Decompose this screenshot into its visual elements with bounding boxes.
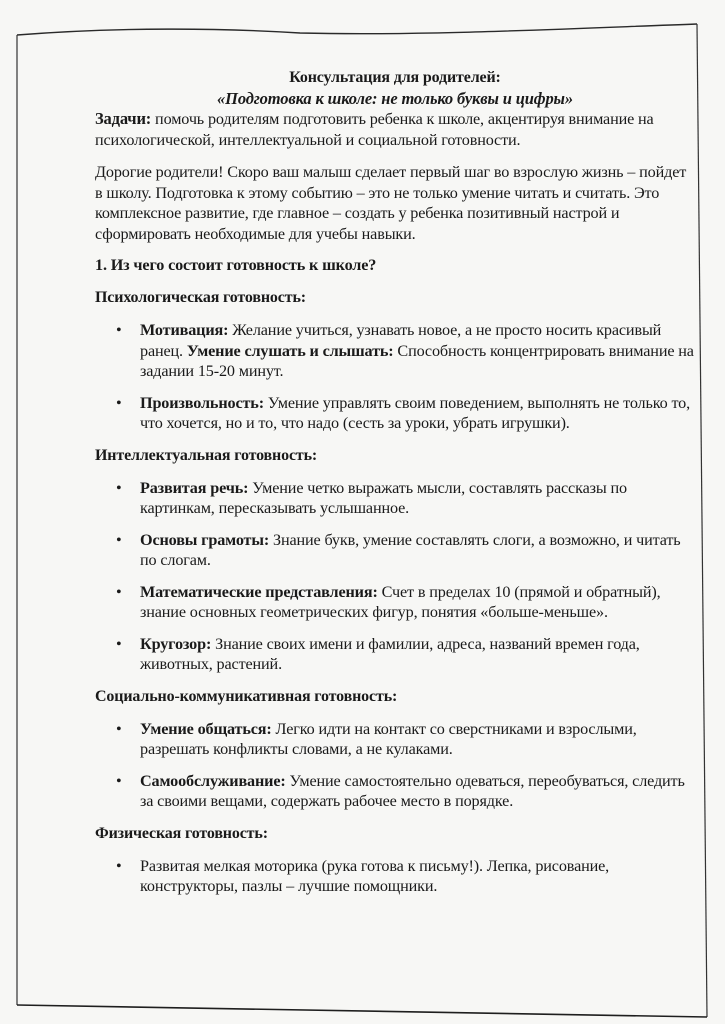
item-text: Умение самостоятельно одеваться, переобуваться, следить за своими вещами, содержать рабочее место в порядке. bbox=[140, 771, 685, 810]
frame-right-line bbox=[697, 24, 707, 1017]
item-text: Счет в пределах 10 (прямой и обратный), знание основных геометрических фигур, понятия «больше-меньше». bbox=[140, 582, 661, 621]
bullet-icon: • bbox=[116, 582, 122, 601]
subsection-heading-social: Социально-коммуникативная готовность: bbox=[95, 687, 398, 705]
subsection-heading-intellectual: Интеллектуальная готовность: bbox=[95, 446, 318, 464]
list-item bbox=[95, 530, 695, 571]
document-title bbox=[95, 68, 695, 109]
frame-bottom-line bbox=[17, 1005, 707, 1017]
item-label: Кругозор: bbox=[140, 634, 212, 653]
list-item bbox=[95, 582, 695, 623]
item-text: Умение четко выражать мысли, составлять рассказы по картинкам, пересказывать услышанное. bbox=[140, 478, 627, 517]
item-label: Основы грамоты: bbox=[140, 530, 270, 549]
list-item bbox=[95, 478, 695, 519]
item-label-2: Умение слушать и слышать: bbox=[186, 341, 394, 360]
item-label: Мотивация: bbox=[140, 321, 229, 339]
item-label: Умение общаться: bbox=[140, 719, 272, 738]
subsection-heading-physical: Физическая готовность: bbox=[95, 824, 268, 842]
tasks-paragraph bbox=[95, 109, 695, 150]
list-psychological bbox=[95, 320, 695, 434]
item-label: Самообслуживание: bbox=[140, 771, 286, 790]
title-line-2: «Подготовка к школе: не только буквы и цифры» bbox=[217, 88, 573, 108]
list-item bbox=[95, 856, 695, 897]
list-item bbox=[95, 320, 695, 382]
tasks-label: Задачи: bbox=[95, 109, 152, 128]
list-intellectual bbox=[95, 478, 695, 675]
item-text: Знание букв, умение составлять слоги, а возможно, и читать по слогам. bbox=[140, 530, 681, 569]
bullet-icon: • bbox=[116, 771, 122, 790]
list-physical bbox=[95, 856, 695, 897]
title-line-1: Консультация для родителей: bbox=[289, 69, 501, 86]
item-text: Умение управлять своим поведением, выполнять не только то, что хочется, но и то, что надо (сесть за уроки, убрать игрушки). bbox=[140, 393, 690, 432]
list-item bbox=[95, 393, 695, 434]
bullet-icon: • bbox=[116, 321, 122, 339]
intro-paragraph: Дорогие родители! Скоро ваш малыш сделает первый шаг во взрослую жизнь – пойдет в школу. Подготовка к этому событию – это не только умение читать и считать. Это комплексное развитие, где главное – создать у ребенка позитивный настрой и сформировать необходимые для учебы навыки. bbox=[95, 163, 687, 243]
item-text: Знание своих имени и фамилии, адреса, названий времен года, животных, растений. bbox=[140, 634, 640, 673]
frame-top-line bbox=[17, 24, 697, 35]
bullet-icon: • bbox=[116, 393, 122, 412]
tasks-text: помочь родителям подготовить ребенка к школе, акцентируя внимание на психологической, интеллектуальной и социальной готовности. bbox=[95, 110, 654, 149]
list-item bbox=[95, 634, 695, 675]
bullet-icon: • bbox=[116, 634, 122, 653]
item-label: Произвольность: bbox=[140, 393, 264, 412]
item-label: Развитая речь: bbox=[140, 478, 249, 497]
section-heading: 1. Из чего состоит готовность к школе? bbox=[95, 256, 377, 274]
item-label: Математические представления: bbox=[140, 582, 378, 601]
item-text: Желание учиться, узнавать новое, а не просто носить красивый ранец. bbox=[140, 321, 662, 360]
document-page bbox=[95, 68, 695, 897]
item-text: Развитая мелкая моторика (рука готова к письму!). Лепка, рисование, конструкторы, пазлы – лучшие помощники. bbox=[140, 856, 610, 895]
subsection-heading-psychological: Психологическая готовность: bbox=[95, 289, 306, 306]
bullet-icon: • bbox=[116, 856, 122, 875]
bullet-icon: • bbox=[116, 530, 122, 549]
list-item bbox=[95, 771, 695, 812]
bullet-icon: • bbox=[116, 478, 122, 497]
list-social bbox=[95, 719, 695, 812]
bullet-icon: • bbox=[116, 719, 122, 738]
item-text: Легко идти на контакт со сверстниками и взрослыми, разрешать конфликты словами, а не кулаками. bbox=[140, 719, 637, 758]
list-item bbox=[95, 719, 695, 760]
item-text-2: Способность концентрировать внимание на задании 15-20 минут. bbox=[140, 341, 694, 380]
